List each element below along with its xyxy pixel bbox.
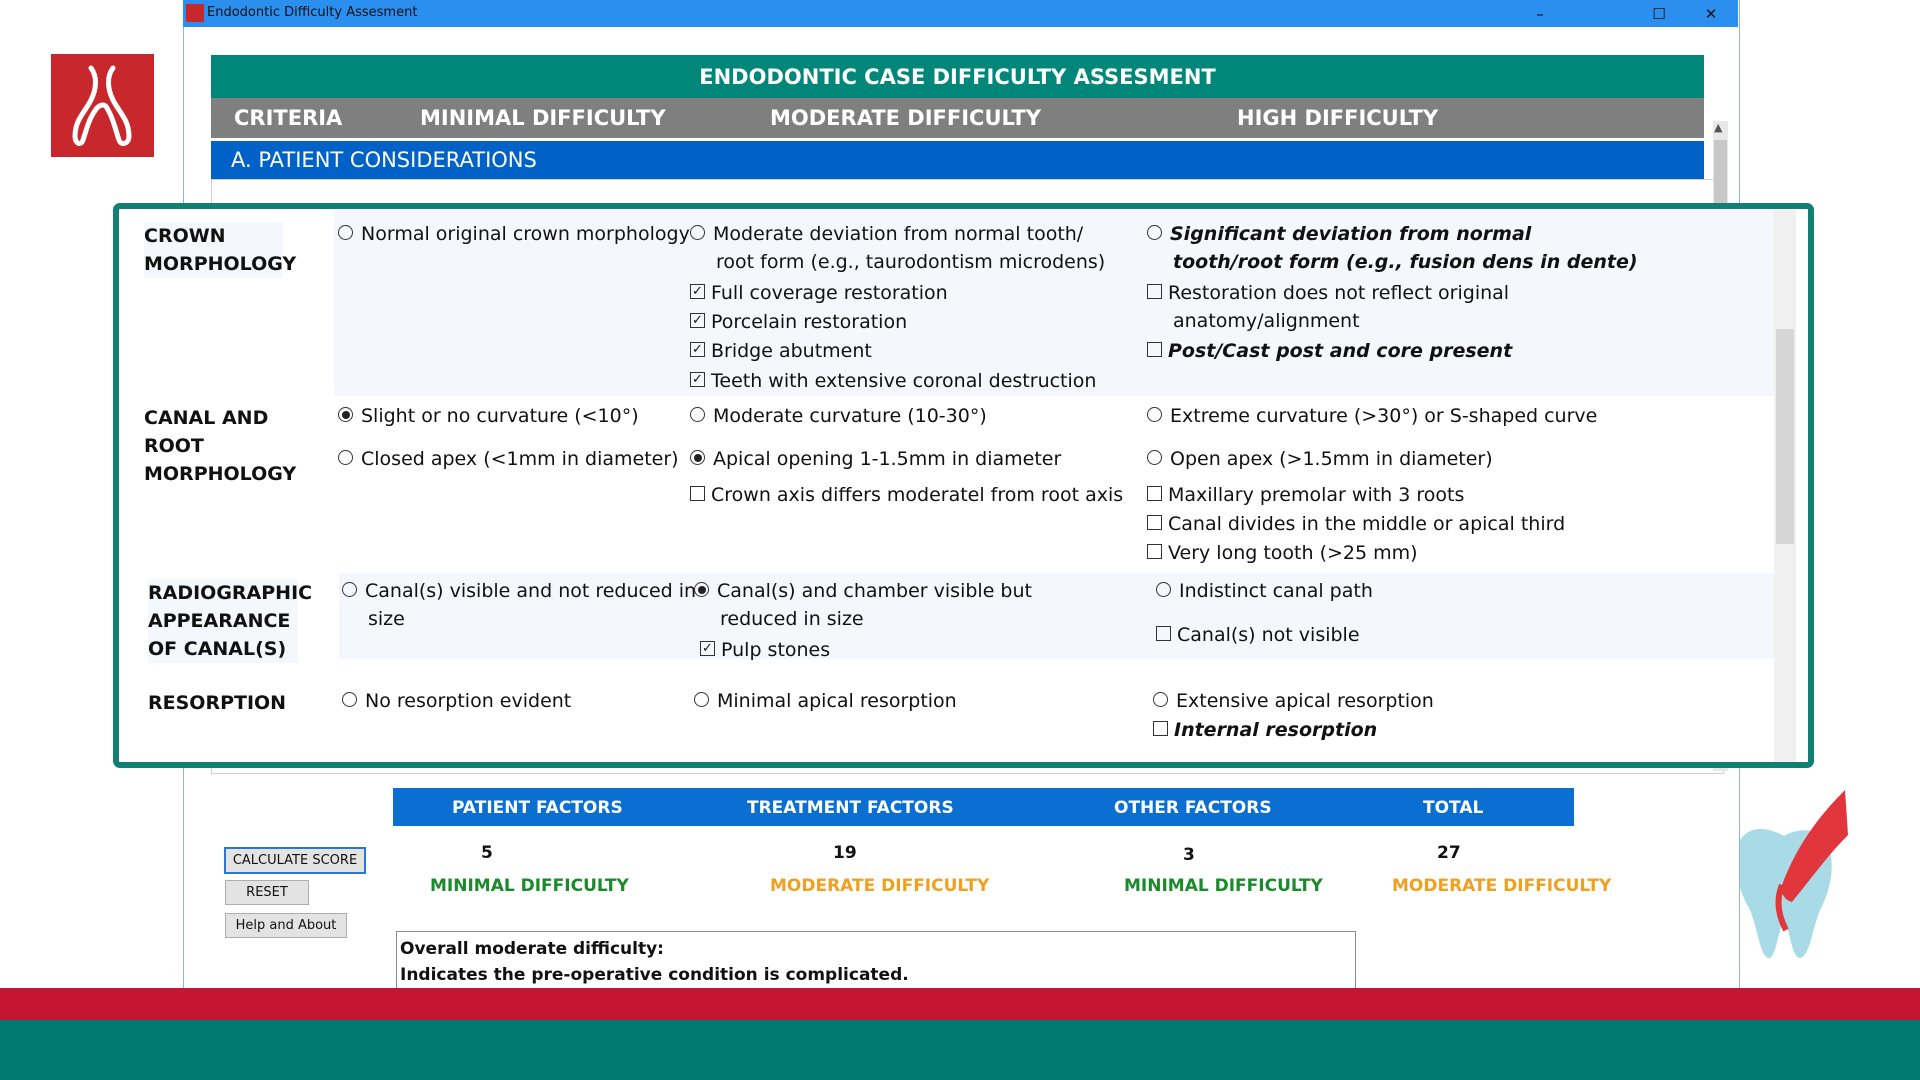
header-patient-factors: PATIENT FACTORS [452, 798, 623, 818]
option-label: Internal resorption [1174, 719, 1378, 741]
score-total: 27 [1437, 843, 1461, 863]
reset-button[interactable]: RESET [225, 880, 309, 905]
option-radio-reduced-line2 [694, 605, 864, 633]
score-treatment: 19 [833, 843, 857, 863]
footer-red-band [0, 988, 1920, 1020]
help-about-button[interactable]: Help and About [225, 913, 347, 938]
option-label: tooth/root form (e.g., fusion dens in dente) [1173, 251, 1638, 273]
option-label: Canal(s) visible and not reduced in [365, 580, 697, 602]
option-label: Restoration does not reflect original [1168, 282, 1510, 304]
header-treatment-factors: TREATMENT FACTORS [747, 798, 954, 818]
check-canal-divides[interactable] [1147, 510, 1565, 538]
option-crown-moderate-line2 [690, 248, 1105, 276]
check-internal-resorption[interactable] [1153, 716, 1377, 744]
maximize-button[interactable]: ☐ [1652, 4, 1666, 23]
check-pulp-stones[interactable] [700, 636, 830, 664]
check-crown-axis[interactable] [690, 481, 1123, 509]
app-icon [186, 4, 204, 22]
level-patient: MINIMAL DIFFICULTY [430, 876, 629, 896]
check-restoration-anatomy-line2 [1147, 307, 1360, 335]
score-header [393, 788, 1574, 826]
level-treatment: MODERATE DIFFICULTY [770, 876, 990, 896]
section-header-text: A. PATIENT CONSIDERATIONS [231, 148, 537, 172]
option-crown-high[interactable] [1147, 220, 1531, 248]
radio-button[interactable] [694, 692, 709, 707]
checkbox-checked[interactable]: ✓ [700, 641, 715, 656]
option-label: Normal original crown morphology [361, 223, 690, 245]
option-radio-visible[interactable] [342, 577, 696, 605]
option-canal-open-apex[interactable] [1147, 445, 1493, 473]
header-other-factors: OTHER FACTORS [1114, 798, 1272, 818]
checkbox-unchecked[interactable] [1156, 626, 1171, 641]
radio-button[interactable] [1153, 692, 1168, 707]
option-label: Apical opening 1-1.5mm in diameter [713, 448, 1062, 470]
radio-button[interactable] [1147, 225, 1162, 240]
checkbox-unchecked[interactable] [1147, 515, 1162, 530]
header-total: TOTAL [1423, 798, 1484, 818]
tooth-root-icon [51, 54, 154, 157]
option-label: Minimal apical resorption [717, 690, 957, 712]
checkbox-unchecked[interactable] [690, 486, 705, 501]
check-bridge-abutment[interactable] [690, 337, 872, 365]
zoom-scrollbar-thumb[interactable] [1776, 329, 1794, 544]
option-label: No resorption evident [365, 690, 572, 712]
level-total: MODERATE DIFFICULTY [1392, 876, 1612, 896]
option-label: Extensive apical resorption [1176, 690, 1434, 712]
radio-button[interactable] [342, 692, 357, 707]
summary-box [396, 931, 1356, 993]
check-full-coverage[interactable] [690, 279, 948, 307]
option-label: reduced in size [720, 608, 864, 630]
option-label: size [368, 608, 405, 630]
checkbox-unchecked[interactable] [1147, 486, 1162, 501]
option-canal-closed-apex[interactable] [338, 445, 679, 473]
option-radio-reduced[interactable] [694, 577, 1032, 605]
option-canal-slight-curvature[interactable] [338, 402, 639, 430]
option-crown-high-line2 [1147, 248, 1638, 276]
footer-teal-band [0, 1020, 1920, 1080]
option-label: Closed apex (<1mm in diameter) [361, 448, 679, 470]
check-coronal-destruction[interactable] [690, 367, 1096, 395]
checkbox-unchecked[interactable] [1153, 721, 1168, 736]
checkbox-unchecked[interactable] [1147, 284, 1162, 299]
option-label: Maxillary premolar with 3 roots [1168, 484, 1465, 506]
radio-button[interactable] [338, 450, 353, 465]
option-label: Very long tooth (>25 mm) [1168, 542, 1418, 564]
checkbox-unchecked[interactable] [1147, 342, 1162, 357]
radio-button[interactable] [338, 225, 353, 240]
radio-button[interactable] [1156, 582, 1171, 597]
check-porcelain[interactable] [690, 308, 907, 336]
criterion-canal-root: CANAL AND ROOT MORPHOLOGY [144, 407, 297, 485]
checkbox-checked[interactable]: ✓ [690, 372, 705, 387]
option-canal-extreme-curvature[interactable] [1147, 402, 1597, 430]
option-label: Porcelain restoration [711, 311, 908, 333]
option-canal-moderate-curvature[interactable] [690, 402, 987, 430]
window-title: Endodontic Difficulty Assesment [207, 5, 418, 20]
option-crown-moderate[interactable] [690, 220, 1083, 248]
option-label: Extreme curvature (>30°) or S-shaped curve [1170, 405, 1598, 427]
option-label: Pulp stones [721, 639, 831, 661]
option-label: Canal divides in the middle or apical third [1168, 513, 1566, 535]
minimize-button[interactable]: – [1536, 4, 1544, 23]
option-label: Significant deviation from normal [1170, 223, 1532, 245]
option-label: Canal(s) not visible [1177, 624, 1360, 646]
table-title-text: ENDODONTIC CASE DIFFICULTY ASSESMENT [699, 64, 1216, 89]
section-header [211, 141, 1704, 179]
column-minimal: MINIMAL DIFFICULTY [420, 106, 666, 130]
radio-button[interactable] [690, 225, 705, 240]
radio-button-selected[interactable] [690, 450, 705, 465]
checkbox-checked[interactable]: ✓ [690, 342, 705, 357]
scroll-up-arrow-icon[interactable]: ▲ [1714, 121, 1723, 134]
option-label: root form (e.g., taurodontism microdens) [716, 251, 1106, 273]
option-minimal-resorption[interactable] [694, 687, 957, 715]
check-long-tooth[interactable] [1147, 539, 1418, 567]
check-post-core[interactable] [1147, 337, 1512, 365]
option-label: Bridge abutment [711, 340, 872, 362]
option-extensive-resorption[interactable] [1153, 687, 1434, 715]
close-button[interactable]: ✕ [1704, 4, 1718, 23]
option-label: Canal(s) and chamber visible but [717, 580, 1032, 602]
option-canal-apical-opening[interactable] [690, 445, 1061, 473]
radio-button-selected[interactable] [694, 582, 709, 597]
score-patient: 5 [481, 843, 493, 863]
option-label: Full coverage restoration [711, 282, 948, 304]
summary-line-2: Indicates the pre-operative condition is complicated. [400, 965, 909, 985]
column-moderate: MODERATE DIFFICULTY [770, 106, 1041, 130]
option-crown-minimal[interactable] [338, 220, 690, 248]
table-title [211, 55, 1704, 98]
level-other: MINIMAL DIFFICULTY [1124, 876, 1323, 896]
criterion-radiographic: RADIOGRAPHIC APPEARANCE OF CANAL(S) [148, 579, 298, 663]
column-criteria: CRITERIA [234, 106, 343, 130]
option-label: anatomy/alignment [1173, 310, 1360, 332]
tooth-icon [1720, 780, 1860, 965]
option-radio-indistinct[interactable] [1156, 577, 1373, 605]
option-label: Teeth with extensive coronal destruction [711, 370, 1097, 392]
option-label: Slight or no curvature (<10°) [361, 405, 639, 427]
option-label: Moderate deviation from normal tooth/ [713, 223, 1084, 245]
check-maxillary-premolar[interactable] [1147, 481, 1464, 509]
option-label: Open apex (>1.5mm in diameter) [1170, 448, 1493, 470]
criterion-crown-morphology: CROWN MORPHOLOGY [144, 222, 283, 278]
checkbox-checked[interactable]: ✓ [690, 313, 705, 328]
score-other: 3 [1183, 845, 1195, 865]
checkbox-unchecked[interactable] [1147, 544, 1162, 559]
criterion-resorption: RESORPTION [148, 692, 287, 714]
tooth-logo [1720, 780, 1860, 965]
option-label: Moderate curvature (10-30°) [713, 405, 987, 427]
check-canals-not-visible[interactable] [1156, 621, 1360, 649]
radio-button[interactable] [342, 582, 357, 597]
summary-line-1: Overall moderate difficulty: [400, 939, 664, 959]
radio-button[interactable] [1147, 407, 1162, 422]
option-radio-visible-line2 [342, 605, 405, 633]
checkbox-checked[interactable]: ✓ [690, 284, 705, 299]
radio-button[interactable] [690, 407, 705, 422]
column-high: HIGH DIFFICULTY [1237, 106, 1439, 130]
radio-button[interactable] [1147, 450, 1162, 465]
option-label: Crown axis differs moderatel from root axis [711, 484, 1124, 506]
zoom-panel [113, 203, 1814, 768]
root-logo [51, 54, 154, 157]
option-no-resorption[interactable] [342, 687, 571, 715]
check-restoration-anatomy[interactable] [1147, 279, 1509, 307]
column-headers [211, 98, 1704, 138]
option-label: Indistinct canal path [1179, 580, 1373, 602]
option-label: Post/Cast post and core present [1168, 340, 1513, 362]
calculate-score-button[interactable]: CALCULATE SCORE [224, 847, 366, 874]
radio-button-selected[interactable] [338, 407, 353, 422]
